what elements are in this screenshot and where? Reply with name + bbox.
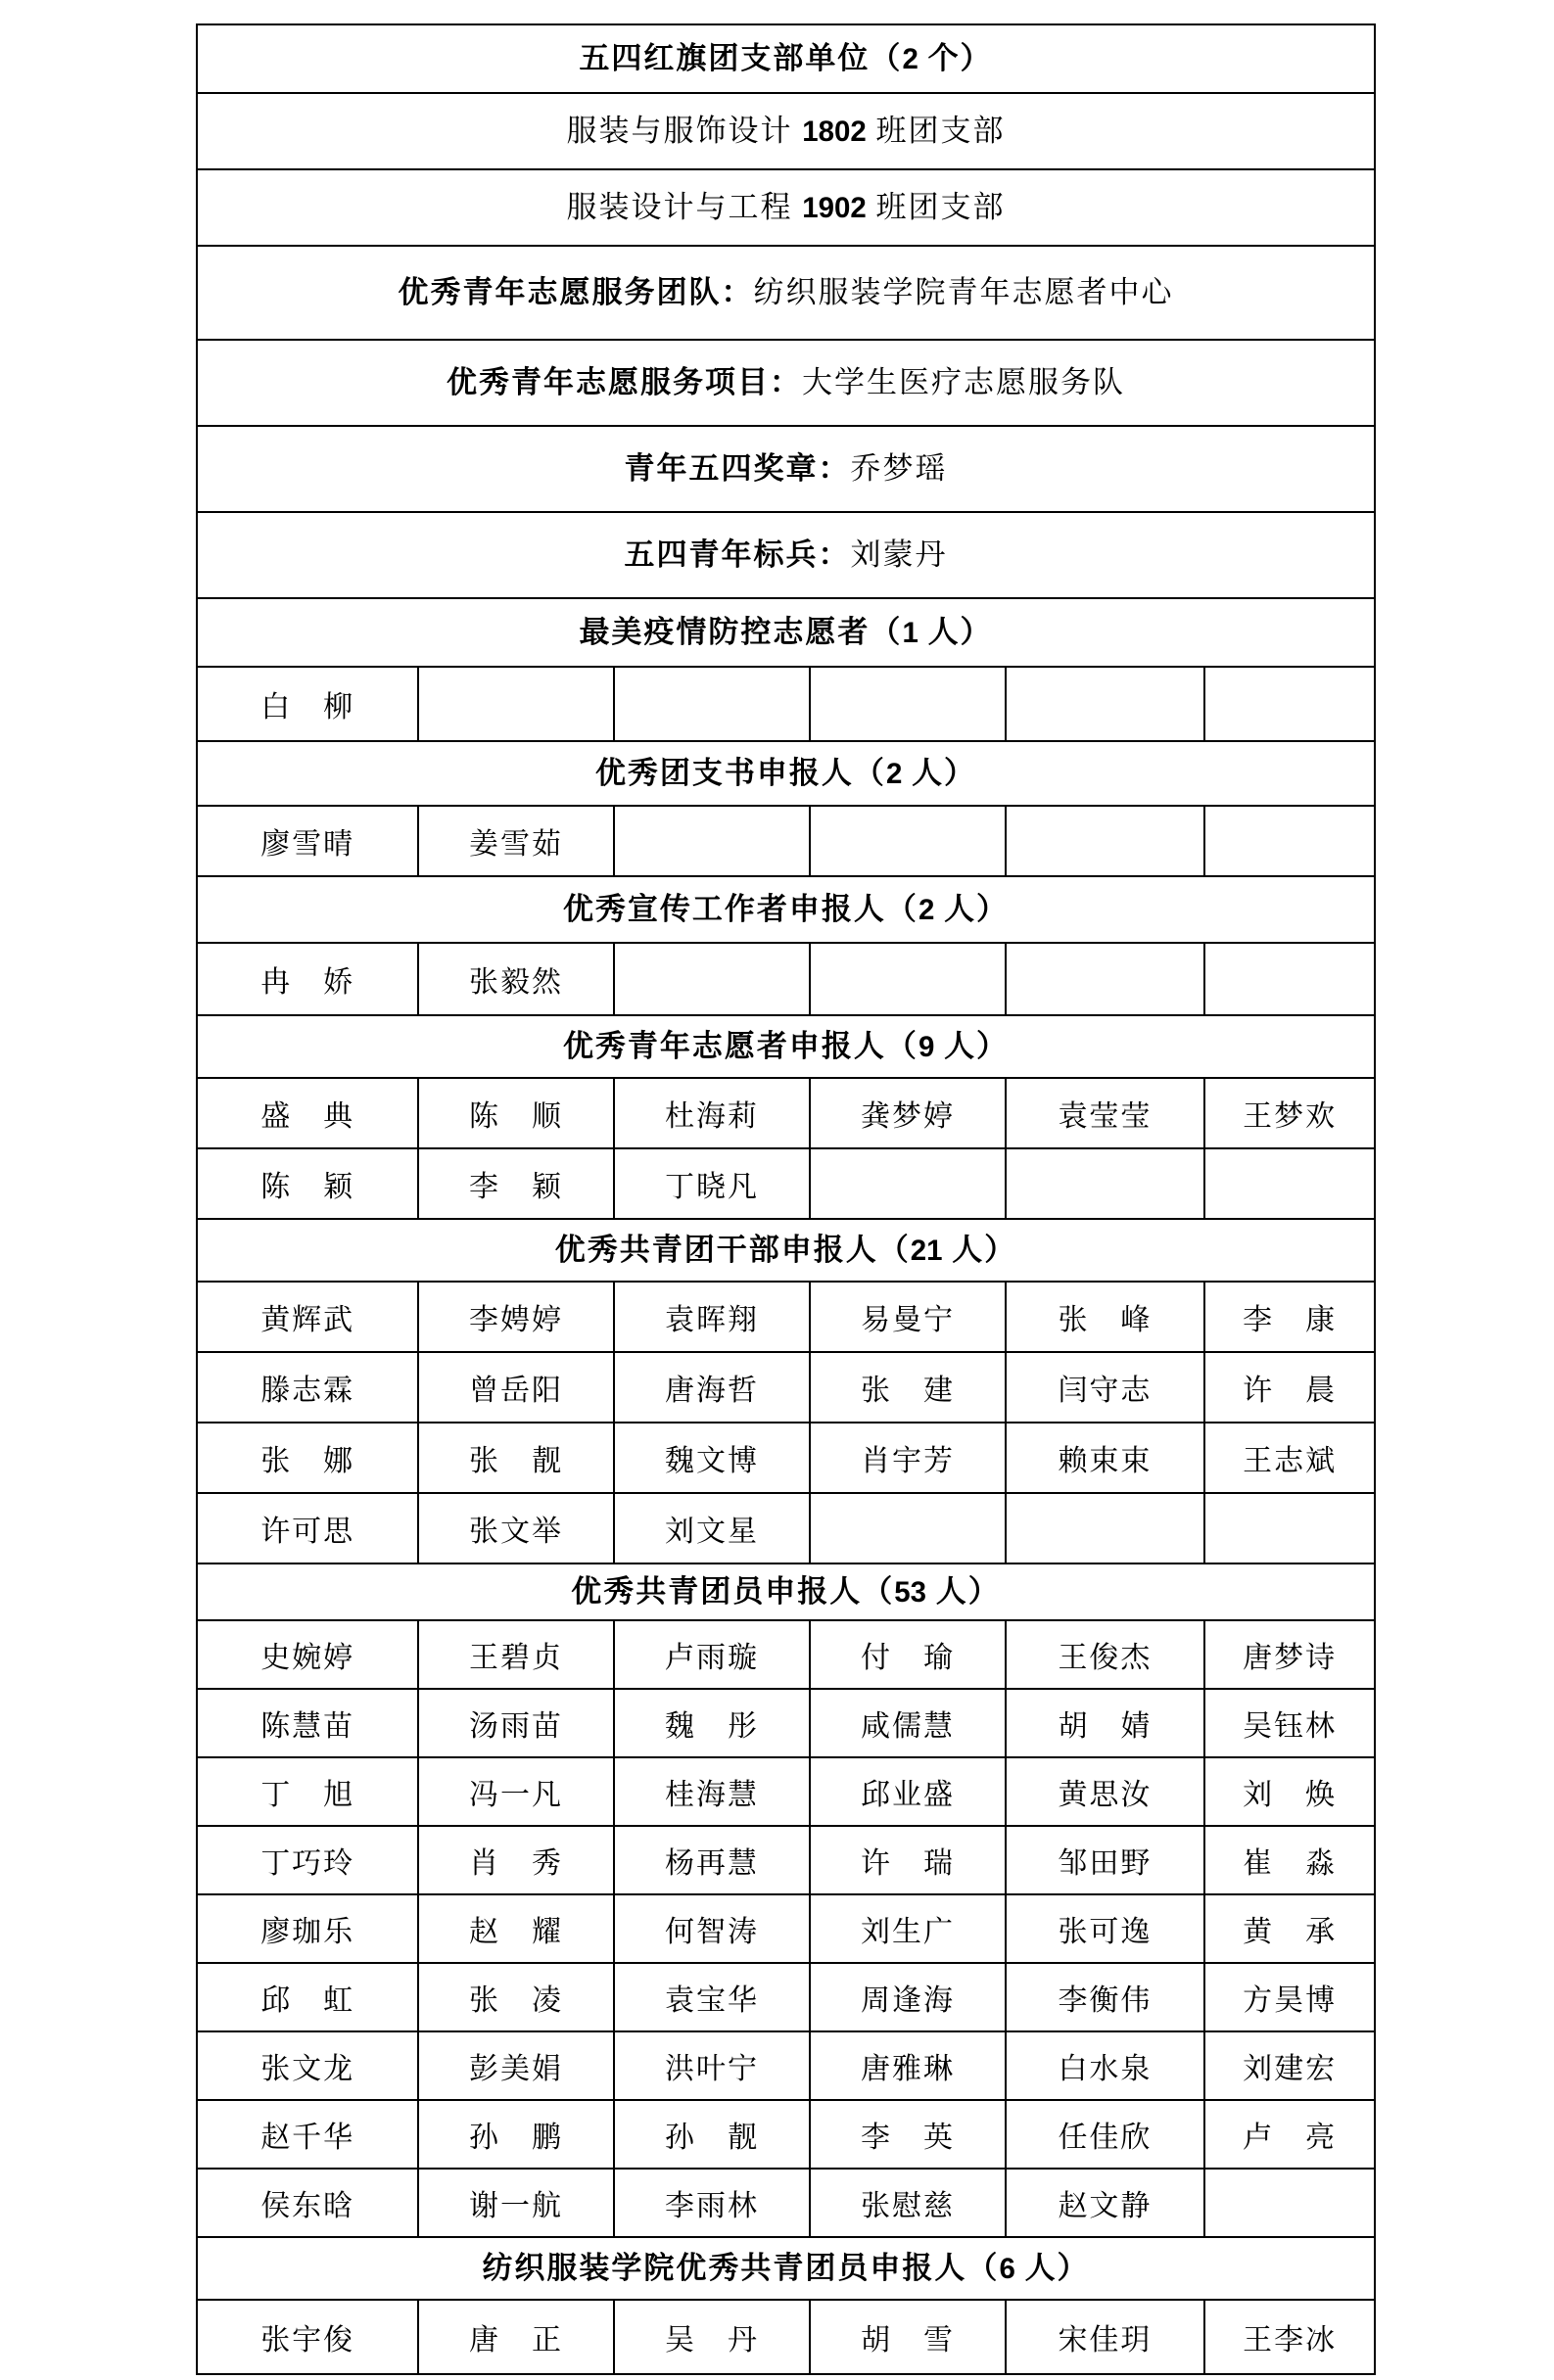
section-title-normal-text: 乔梦瑶 (850, 451, 948, 487)
section-title-bold-text: 青年五四奖章： (624, 451, 851, 487)
name-cell: 张 建 (811, 1353, 1006, 1422)
section-title-row (198, 25, 1374, 94)
section-title-bold-text: 五四青年标兵： (624, 537, 851, 573)
section-title-bold-text: 优秀团支书申报人（2 人） (594, 756, 977, 791)
name-cell: 洪叶宁 (615, 2032, 812, 2099)
name-cell: 胡 雪 (811, 2301, 1006, 2373)
names-row (198, 2032, 1374, 2101)
name-cell: 滕志霖 (198, 1353, 419, 1422)
section-title-bold-text: 优秀共青团员申报人（53 人） (571, 1574, 1001, 1610)
empty-cell (1205, 807, 1374, 875)
names-row (198, 2301, 1374, 2373)
name-cell: 咸儒慧 (811, 1690, 1006, 1756)
section-title (198, 1564, 1374, 1619)
name-cell: 陈慧苗 (198, 1690, 419, 1756)
names-row (198, 1353, 1374, 1423)
section-title-row (198, 1016, 1374, 1079)
names-row (198, 1494, 1374, 1564)
section-title (198, 599, 1374, 666)
section-title-normal-text: 大学生医疗志愿服务队 (802, 365, 1125, 400)
section-title-row (198, 877, 1374, 944)
empty-cell (419, 668, 614, 740)
name-cell: 汤雨苗 (419, 1690, 614, 1756)
names-row (198, 1827, 1374, 1895)
name-cell: 唐雅琳 (811, 2032, 1006, 2099)
name-cell: 何智涛 (615, 1895, 812, 1962)
name-cell: 袁莹莹 (1007, 1079, 1206, 1147)
section-title-row (198, 2238, 1374, 2301)
name-cell: 杨再慧 (615, 1827, 812, 1893)
empty-cell (1205, 1494, 1374, 1563)
empty-cell (1007, 668, 1206, 740)
name-cell: 袁晖翔 (615, 1283, 812, 1351)
names-row (198, 668, 1374, 742)
name-cell: 邱 虹 (198, 1964, 419, 2030)
name-cell: 张 靓 (419, 1423, 614, 1492)
name-cell: 彭美娟 (419, 2032, 614, 2099)
name-cell: 吴钰林 (1243, 1710, 1338, 1743)
section-title (198, 877, 1374, 942)
name-cell: 魏文博 (615, 1423, 812, 1492)
name-cell: 唐海哲 (615, 1353, 812, 1422)
name-cell: 邱业盛 (811, 1758, 1006, 1825)
name-cell: 桂海慧 (615, 1758, 812, 1825)
names-row (198, 1895, 1374, 1964)
empty-cell (615, 944, 812, 1014)
section-title (198, 1016, 1374, 1077)
name-cell: 李 颖 (419, 1149, 614, 1218)
section-title (198, 427, 1374, 511)
section-title (198, 170, 1374, 245)
name-cell: 赵文静 (1007, 2170, 1206, 2236)
empty-cell (1007, 944, 1206, 1014)
section-title-row (198, 599, 1374, 668)
empty-cell (811, 1149, 1006, 1218)
name-cell: 赵 耀 (419, 1895, 614, 1962)
name-cell: 方昊博 (1243, 1984, 1338, 2017)
name-cell: 白 柳 (198, 668, 419, 740)
name-cell: 王李冰 (1243, 2324, 1338, 2357)
empty-cell (1205, 944, 1374, 1014)
awards-table (196, 23, 1376, 2375)
name-cell: 李娉婷 (419, 1283, 614, 1351)
section-title-bold-text: 优秀宣传工作者申报人（2 人） (562, 892, 1010, 927)
name-cell: 陈 颖 (198, 1149, 419, 1218)
name-cell: 李 英 (811, 2101, 1006, 2168)
section-title-row (198, 341, 1374, 427)
section-title (198, 247, 1374, 339)
empty-cell (1205, 2170, 1374, 2236)
name-cell: 廖雪晴 (198, 807, 419, 875)
name-cell: 廖珈乐 (198, 1895, 419, 1962)
name-cell: 刘建宏 (1243, 2053, 1338, 2085)
name-cell: 侯东晗 (198, 2170, 419, 2236)
name-cell: 黄 承 (1243, 1916, 1338, 1948)
names-row (198, 1079, 1374, 1149)
name-cell: 冯一凡 (419, 1758, 614, 1825)
name-cell: 卢 亮 (1243, 2122, 1338, 2154)
name-cell: 张 凌 (419, 1964, 614, 2030)
name-cell: 肖 秀 (419, 1827, 614, 1893)
name-cell: 许 瑞 (811, 1827, 1006, 1893)
name-cell: 李雨林 (615, 2170, 812, 2236)
section-title-row (198, 742, 1374, 807)
name-cell: 孙 鹏 (419, 2101, 614, 2168)
name-cell: 丁晓凡 (615, 1149, 812, 1218)
empty-cell (1007, 1494, 1206, 1563)
section-title-row (198, 170, 1374, 247)
name-cell: 黄思汝 (1007, 1758, 1206, 1825)
empty-cell (615, 807, 812, 875)
name-cell: 龚梦婷 (811, 1079, 1006, 1147)
section-title (198, 94, 1374, 168)
section-title-normal-text: 服装设计与工程 1902 班团支部 (566, 190, 1006, 225)
empty-cell (1007, 807, 1206, 875)
empty-cell (811, 1494, 1006, 1563)
name-cell: 刘生广 (811, 1895, 1006, 1962)
section-title-normal-text: 纺织服装学院青年志愿者中心 (753, 275, 1174, 310)
name-cell: 付 瑜 (811, 1621, 1006, 1688)
section-title (198, 25, 1374, 92)
name-cell: 吴 丹 (615, 2301, 812, 2373)
empty-cell (811, 668, 1006, 740)
name-cell: 李 康 (1243, 1304, 1338, 1336)
name-cell: 邹田野 (1007, 1827, 1206, 1893)
name-cell: 刘文星 (615, 1494, 812, 1563)
section-title-row (198, 94, 1374, 170)
names-row (198, 1283, 1374, 1353)
name-cell: 任佳欣 (1007, 2101, 1206, 2168)
name-cell: 姜雪茹 (419, 807, 614, 875)
name-cell: 陈 顺 (419, 1079, 614, 1147)
section-title-bold-text: 优秀青年志愿服务项目： (447, 365, 802, 400)
section-title (198, 1220, 1374, 1281)
name-cell: 王梦欢 (1243, 1100, 1338, 1133)
empty-cell (811, 944, 1006, 1014)
empty-cell (811, 807, 1006, 875)
names-row (198, 944, 1374, 1016)
name-cell: 丁 旭 (198, 1758, 419, 1825)
name-cell: 谢一航 (419, 2170, 614, 2236)
names-row (198, 1964, 1374, 2032)
names-row (198, 1149, 1374, 1220)
name-cell: 胡 婧 (1007, 1690, 1206, 1756)
name-cell: 张慰慈 (811, 2170, 1006, 2236)
name-cell: 丁巧玲 (198, 1827, 419, 1893)
section-title-row (198, 1564, 1374, 1621)
section-title (198, 341, 1374, 425)
section-title-bold-text: 优秀青年志愿服务团队： (398, 275, 754, 310)
name-cell: 白水泉 (1007, 2032, 1206, 2099)
name-cell: 李衡伟 (1007, 1964, 1206, 2030)
section-title-bold-text: 优秀共青团干部申报人（21 人） (554, 1233, 1017, 1268)
section-title-bold-text: 纺织服装学院优秀共青团员申报人（6 人） (482, 2251, 1090, 2286)
name-cell: 冉 娇 (198, 944, 419, 1014)
name-cell: 张文龙 (198, 2032, 419, 2099)
section-title-bold-text: 最美疫情防控志愿者（1 人） (579, 615, 993, 650)
name-cell: 卢雨璇 (615, 1621, 812, 1688)
names-row (198, 1423, 1374, 1494)
name-cell: 许 晨 (1243, 1375, 1338, 1407)
name-cell: 唐梦诗 (1243, 1642, 1338, 1674)
section-title-row (198, 427, 1374, 513)
names-row (198, 1758, 1374, 1827)
name-cell: 王俊杰 (1007, 1621, 1206, 1688)
name-cell: 袁宝华 (615, 1964, 812, 2030)
name-cell: 史婉婷 (198, 1621, 419, 1688)
name-cell: 宋佳玥 (1007, 2301, 1206, 2373)
section-title-normal-text: 刘蒙丹 (850, 537, 948, 573)
name-cell: 唐 正 (419, 2301, 614, 2373)
name-cell: 黄辉武 (198, 1283, 419, 1351)
section-title (198, 2238, 1374, 2299)
name-cell: 张毅然 (419, 944, 614, 1014)
name-cell: 王志斌 (1243, 1445, 1338, 1477)
name-cell: 张可逸 (1007, 1895, 1206, 1962)
name-cell: 刘 焕 (1243, 1779, 1338, 1811)
name-cell: 张文举 (419, 1494, 614, 1563)
section-title (198, 513, 1374, 597)
name-cell: 易曼宁 (811, 1283, 1006, 1351)
name-cell: 闫守志 (1007, 1353, 1206, 1422)
name-cell: 赵千华 (198, 2101, 419, 2168)
empty-cell (1007, 1149, 1206, 1218)
name-cell: 张 娜 (198, 1423, 419, 1492)
name-cell: 赖束束 (1007, 1423, 1206, 1492)
section-title-bold-text: 优秀青年志愿者申报人（9 人） (562, 1029, 1010, 1064)
name-cell: 魏 彤 (615, 1690, 812, 1756)
names-row (198, 1621, 1374, 1690)
name-cell: 许可思 (198, 1494, 419, 1563)
empty-cell (1205, 668, 1374, 740)
section-title-normal-text: 服装与服饰设计 1802 班团支部 (566, 114, 1006, 149)
name-cell: 张宇俊 (198, 2301, 419, 2373)
section-title-row (198, 513, 1374, 599)
name-cell: 杜海莉 (615, 1079, 812, 1147)
name-cell: 肖宇芳 (811, 1423, 1006, 1492)
name-cell: 曾岳阳 (419, 1353, 614, 1422)
name-cell: 崔 淼 (1243, 1847, 1338, 1880)
names-row (198, 1690, 1374, 1758)
name-cell: 周逢海 (811, 1964, 1006, 2030)
section-title-row (198, 247, 1374, 341)
names-row (198, 807, 1374, 877)
empty-cell (615, 668, 812, 740)
name-cell: 孙 靓 (615, 2101, 812, 2168)
name-cell: 盛 典 (198, 1079, 419, 1147)
name-cell: 张 峰 (1007, 1283, 1206, 1351)
section-title (198, 742, 1374, 805)
section-title-bold-text: 五四红旗团支部单位（2 个） (579, 41, 993, 76)
name-cell: 王碧贞 (419, 1621, 614, 1688)
names-row (198, 2101, 1374, 2170)
names-row (198, 2170, 1374, 2238)
section-title-row (198, 1220, 1374, 1283)
empty-cell (1205, 1149, 1374, 1218)
